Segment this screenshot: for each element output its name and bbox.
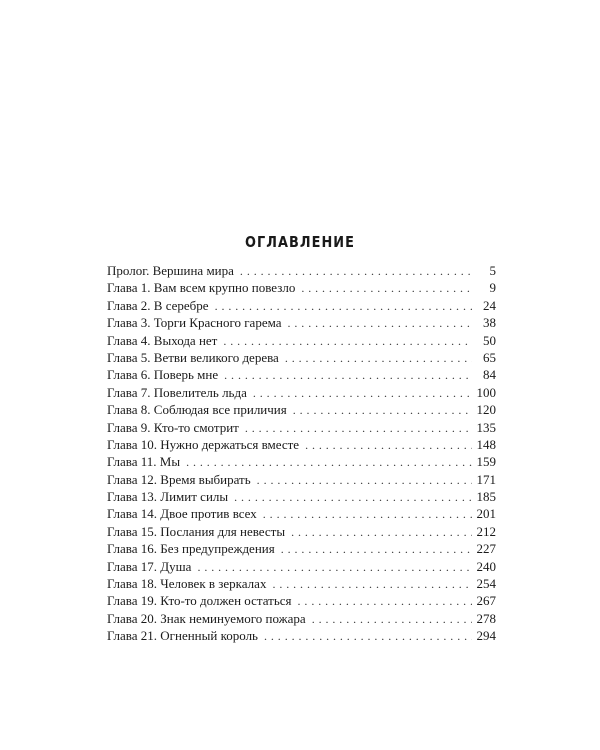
toc-entry-title: Глава 9. Кто-то смотрит — [107, 419, 239, 435]
dot-leader — [224, 367, 472, 384]
page-title: ОГЛАВЛЕНИЕ — [245, 233, 355, 251]
toc-entry-page: 294 — [476, 628, 496, 644]
toc-entry-page: 9 — [489, 280, 496, 296]
dot-leader — [285, 350, 472, 367]
toc-entry-page: 267 — [476, 593, 496, 609]
toc-entry-title: Глава 20. Знак неминуемого пожара — [107, 610, 306, 626]
dot-leader — [312, 611, 472, 628]
toc-entry-page: 159 — [476, 454, 496, 470]
toc-entry-title: Глава 17. Душа — [107, 558, 192, 574]
toc-entry-page: 38 — [483, 315, 496, 331]
toc-entry-title: Пролог. Вершина мира — [107, 263, 234, 278]
dot-leader — [223, 333, 472, 350]
dot-leader — [245, 420, 472, 437]
toc-entry-title: Глава 18. Человек в зеркалах — [107, 576, 267, 592]
toc-entry-title: Глава 14. Двое против всех — [107, 506, 257, 522]
toc-entry — [107, 627, 496, 644]
toc-entry — [107, 540, 496, 557]
dot-leader — [264, 628, 472, 645]
toc-entry-page: 171 — [476, 471, 496, 487]
toc-entry — [107, 384, 496, 401]
toc-entry-title: Глава 10. Нужно держаться вместе — [107, 436, 300, 452]
toc-entry-page: 254 — [476, 576, 496, 592]
toc-entry — [107, 279, 496, 296]
toc-entry-page: 240 — [476, 558, 496, 574]
toc-entry — [107, 488, 496, 505]
toc-entry-title: Глава 5. Ветви великого дерева — [107, 349, 279, 365]
toc-entry-title: Глава 13. Лимит силы — [107, 489, 229, 505]
toc-entry-page: 24 — [483, 297, 496, 313]
toc-entry-page: 227 — [476, 541, 496, 557]
toc-entry — [107, 401, 496, 418]
toc-entry — [107, 471, 496, 488]
toc-entry-title: Глава 7. Повелитель льда — [107, 384, 247, 400]
toc-entry-page: 50 — [483, 332, 496, 348]
toc-entry-title: Глава 21. Огненный король — [107, 628, 258, 644]
dot-leader — [257, 472, 472, 489]
dot-leader — [305, 437, 472, 454]
toc-entry-title: Глава 19. Кто-то должен остаться — [107, 593, 292, 609]
dot-leader — [293, 402, 472, 419]
toc-entry — [107, 575, 496, 592]
table-of-contents — [107, 262, 496, 645]
toc-entry — [107, 349, 496, 366]
toc-entry-title: Глава 6. Поверь мне — [107, 367, 219, 383]
toc-entry-page: 84 — [483, 367, 496, 383]
toc-entry — [107, 505, 496, 522]
toc-entry-title: Глава 11. Мы — [107, 454, 181, 470]
toc-entry — [107, 558, 496, 575]
dot-leader — [240, 263, 472, 280]
toc-entry-page: 100 — [476, 384, 496, 400]
toc-entry-page: 148 — [476, 436, 496, 452]
toc-entry — [107, 592, 496, 609]
toc-entry — [107, 419, 496, 436]
toc-entry-page: 185 — [476, 489, 496, 505]
dot-leader — [272, 576, 472, 593]
toc-entry — [107, 366, 496, 383]
toc-entry-page: 65 — [483, 349, 496, 365]
toc-entry-title: Глава 2. В серебре — [107, 297, 209, 313]
toc-entry-page: 135 — [476, 419, 496, 435]
toc-entry-title: Глава 12. Время выбирать — [107, 471, 251, 487]
dot-leader — [281, 541, 472, 558]
toc-entry-title: Глава 4. Выхода нет — [107, 332, 218, 348]
toc-entry — [107, 610, 496, 627]
toc-entry-title: Глава 3. Торги Красного гарема — [107, 315, 282, 331]
dot-leader — [288, 315, 473, 332]
toc-entry — [107, 297, 496, 314]
dot-leader — [215, 298, 472, 315]
toc-entry — [107, 453, 496, 470]
toc-entry-title: Глава 15. Послания для невесты — [107, 523, 286, 539]
toc-entry — [107, 262, 496, 279]
toc-entry — [107, 332, 496, 349]
dot-leader — [234, 489, 472, 506]
dot-leader — [263, 506, 472, 523]
toc-entry-page: 278 — [476, 610, 496, 626]
toc-entry-title: Глава 1. Вам всем крупно повезло — [107, 280, 296, 296]
toc-entry — [107, 436, 496, 453]
toc-entry-title: Глава 16. Без предупреждения — [107, 541, 275, 557]
dot-leader — [298, 593, 472, 610]
toc-entry-page: 212 — [476, 523, 496, 539]
dot-leader — [291, 524, 472, 541]
toc-entry-page: 201 — [476, 506, 496, 522]
toc-entry-title: Глава 8. Соблюдая все приличия — [107, 402, 287, 418]
toc-entry-page: 120 — [476, 402, 496, 418]
dot-leader — [301, 280, 472, 297]
dot-leader — [197, 559, 472, 576]
toc-entry — [107, 523, 496, 540]
toc-entry-page: 5 — [489, 263, 496, 278]
toc-entry — [107, 314, 496, 331]
dot-leader — [186, 454, 472, 471]
dot-leader — [253, 385, 472, 402]
